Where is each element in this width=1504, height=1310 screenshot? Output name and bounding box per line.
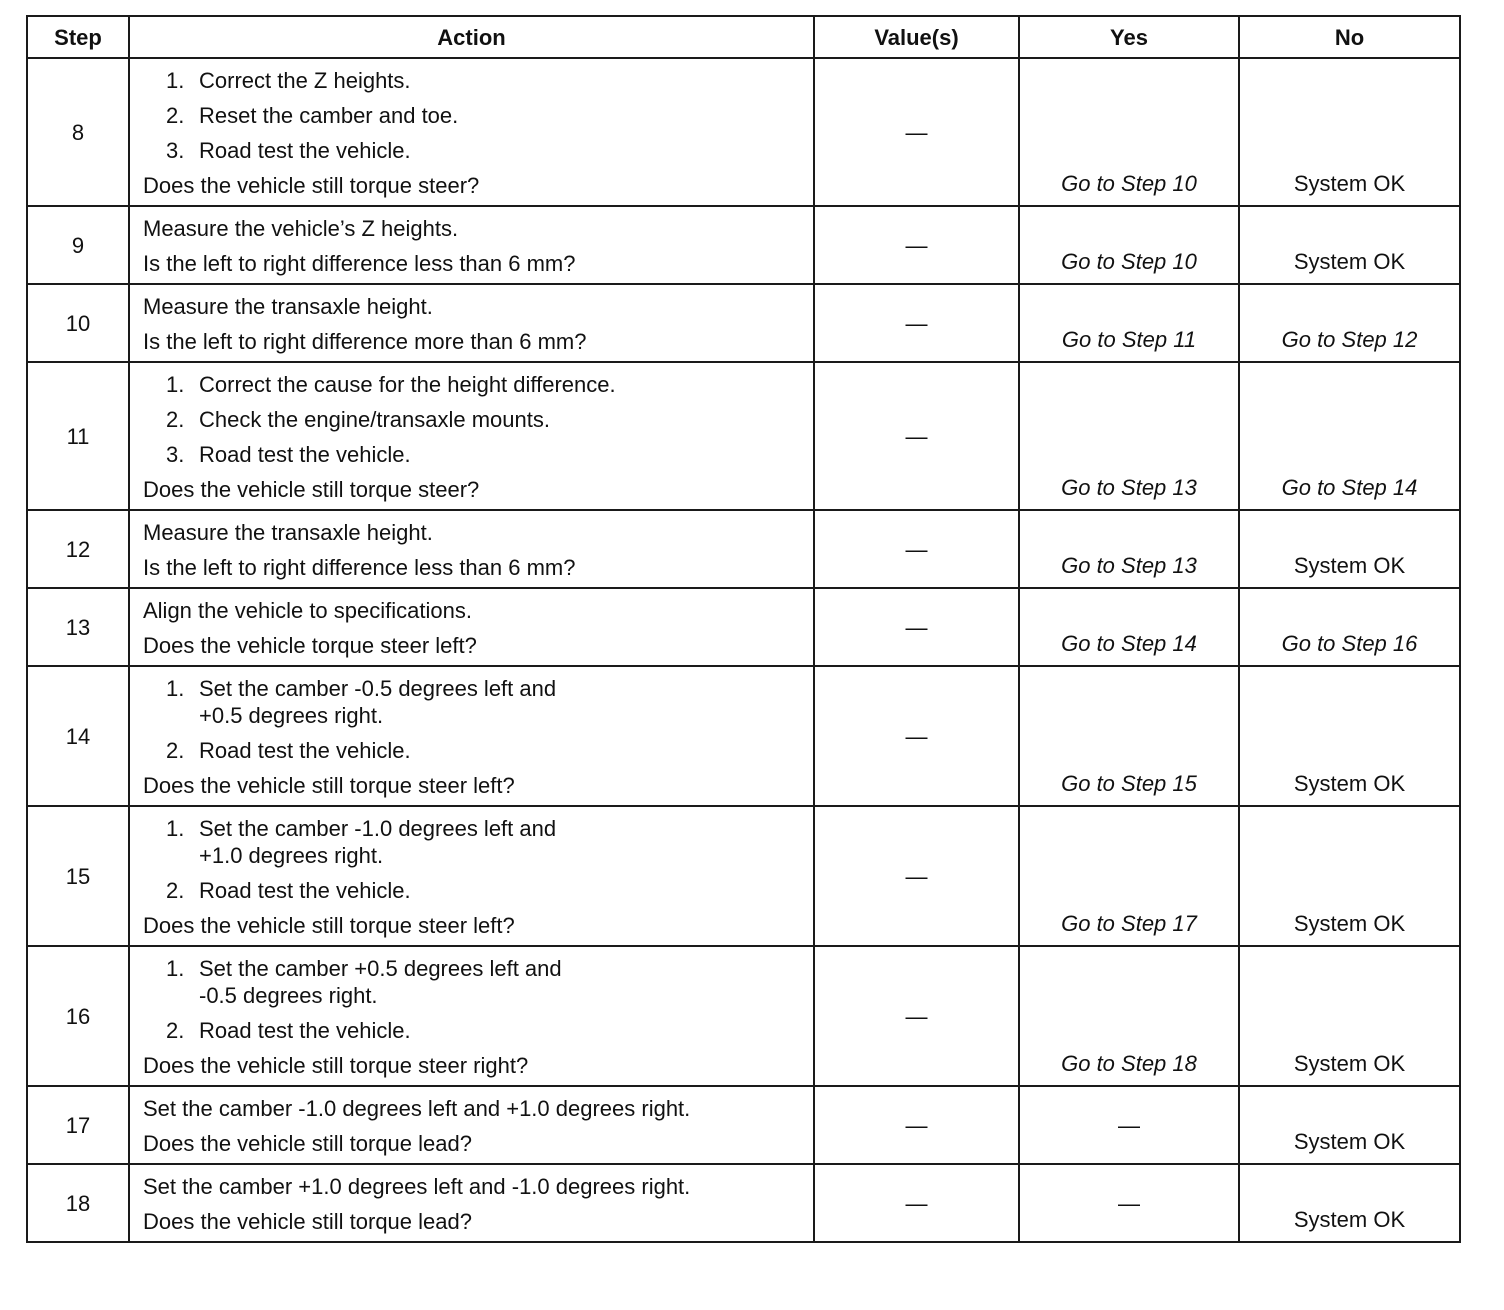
- step-number: 11: [27, 362, 129, 510]
- action-list-item: [143, 671, 803, 733]
- no-cell: Go to Step 12: [1239, 284, 1460, 362]
- table-row: [27, 946, 1460, 1086]
- yes-cell: Go to Step 14: [1019, 588, 1239, 666]
- action-list-item: [143, 437, 803, 472]
- action-question: Is the left to right difference less than 6 mm?: [143, 555, 576, 580]
- action-cell: [129, 588, 814, 666]
- list-item-number: 2.: [166, 878, 185, 903]
- no-cell: System OK: [1239, 1164, 1460, 1242]
- step-number: 18: [27, 1164, 129, 1242]
- action-question: Does the vehicle still torque steer left?: [143, 773, 515, 798]
- list-item-text: Correct the cause for the height difference.: [199, 372, 616, 397]
- step-number: 13: [27, 588, 129, 666]
- action-question: Does the vehicle torque steer left?: [143, 633, 477, 658]
- table-row: [27, 806, 1460, 946]
- no-cell: System OK: [1239, 58, 1460, 206]
- action-list-item: [143, 873, 803, 908]
- table-row: [27, 206, 1460, 284]
- value-cell: —: [814, 588, 1019, 666]
- action-list-item: [143, 98, 803, 133]
- yes-cell: Go to Step 11: [1019, 284, 1239, 362]
- step-number: 9: [27, 206, 129, 284]
- header-yes: Yes: [1019, 16, 1239, 58]
- list-item-text: Set the camber -1.0 degrees left and +1.0 degrees right.: [199, 816, 557, 868]
- action-question: Does the vehicle still torque steer left?: [143, 913, 515, 938]
- list-item-number: 2.: [166, 1018, 185, 1043]
- action-question: Does the vehicle still torque steer right?: [143, 1053, 529, 1078]
- action-question: Does the vehicle still torque lead?: [143, 1131, 472, 1156]
- list-item-text: Set the camber +0.5 degrees left and -0.5 degrees right.: [199, 956, 562, 1008]
- yes-cell: —: [1019, 1164, 1239, 1242]
- yes-cell: Go to Step 15: [1019, 666, 1239, 806]
- value-cell: —: [814, 58, 1019, 206]
- no-cell: System OK: [1239, 206, 1460, 284]
- no-cell: Go to Step 16: [1239, 588, 1460, 666]
- list-item-text: Road test the vehicle.: [199, 738, 411, 763]
- list-item-text: Road test the vehicle.: [199, 138, 411, 163]
- action-question: Is the left to right difference less than 6 mm?: [143, 251, 576, 276]
- yes-cell: Go to Step 10: [1019, 58, 1239, 206]
- yes-cell: Go to Step 10: [1019, 206, 1239, 284]
- list-item-number: 1.: [166, 68, 185, 93]
- action-list-item: [143, 951, 803, 1013]
- action-list-item: [143, 733, 803, 768]
- step-number: 10: [27, 284, 129, 362]
- yes-cell: Go to Step 13: [1019, 510, 1239, 588]
- list-item-number: 3.: [166, 442, 185, 467]
- step-number: 16: [27, 946, 129, 1086]
- action-cell: [129, 284, 814, 362]
- action-instruction: Measure the vehicle’s Z heights.: [143, 216, 459, 241]
- action-cell: [129, 946, 814, 1086]
- table-row: [27, 58, 1460, 206]
- list-item-text: Road test the vehicle.: [199, 442, 411, 467]
- list-item-text: Road test the vehicle.: [199, 1018, 411, 1043]
- action-cell: [129, 206, 814, 284]
- no-cell: System OK: [1239, 806, 1460, 946]
- no-cell: System OK: [1239, 510, 1460, 588]
- list-item-number: 2.: [166, 738, 185, 763]
- action-cell: [129, 1086, 814, 1164]
- action-cell: [129, 806, 814, 946]
- table-body: [27, 58, 1460, 1242]
- list-item-text: Reset the camber and toe.: [199, 103, 459, 128]
- action-instruction: Align the vehicle to specifications.: [143, 598, 472, 623]
- header-step: Step: [27, 16, 129, 58]
- table-header-row: [27, 16, 1460, 58]
- yes-cell: —: [1019, 1086, 1239, 1164]
- table-row: [27, 588, 1460, 666]
- list-item-text: Correct the Z heights.: [199, 68, 411, 93]
- value-cell: —: [814, 806, 1019, 946]
- action-cell: [129, 58, 814, 206]
- list-item-text: Set the camber -0.5 degrees left and +0.5 degrees right.: [199, 676, 557, 728]
- header-values: Value(s): [814, 16, 1019, 58]
- list-item-number: 2.: [166, 407, 185, 432]
- table-row: [27, 284, 1460, 362]
- action-cell: [129, 666, 814, 806]
- table-row: [27, 362, 1460, 510]
- action-instruction: Set the camber +1.0 degrees left and -1.0 degrees right.: [143, 1174, 691, 1199]
- list-item-number: 1.: [166, 676, 185, 701]
- no-cell: Go to Step 14: [1239, 362, 1460, 510]
- action-list-item: [143, 1013, 803, 1048]
- header-no: No: [1239, 16, 1460, 58]
- list-item-number: 2.: [166, 103, 185, 128]
- action-instruction: Measure the transaxle height.: [143, 520, 433, 545]
- header-action: Action: [129, 16, 814, 58]
- action-list-item: [143, 402, 803, 437]
- action-cell: [129, 510, 814, 588]
- action-question: Does the vehicle still torque lead?: [143, 1209, 472, 1234]
- action-question: Does the vehicle still torque steer?: [143, 477, 480, 502]
- value-cell: —: [814, 666, 1019, 806]
- value-cell: —: [814, 946, 1019, 1086]
- yes-cell: Go to Step 18: [1019, 946, 1239, 1086]
- action-list-item: [143, 133, 803, 168]
- yes-cell: Go to Step 17: [1019, 806, 1239, 946]
- value-cell: —: [814, 510, 1019, 588]
- action-list-item: [143, 811, 803, 873]
- value-cell: —: [814, 1164, 1019, 1242]
- action-list-item: [143, 63, 803, 98]
- step-number: 12: [27, 510, 129, 588]
- diagnostic-table: [26, 15, 1461, 1243]
- action-question: Is the left to right difference more than 6 mm?: [143, 329, 587, 354]
- value-cell: —: [814, 1086, 1019, 1164]
- value-cell: —: [814, 362, 1019, 510]
- action-instruction: Measure the transaxle height.: [143, 294, 433, 319]
- no-cell: System OK: [1239, 946, 1460, 1086]
- list-item-number: 1.: [166, 956, 185, 981]
- table-row: [27, 1164, 1460, 1242]
- action-list-item: [143, 367, 803, 402]
- step-number: 8: [27, 58, 129, 206]
- list-item-number: 1.: [166, 372, 185, 397]
- yes-cell: Go to Step 13: [1019, 362, 1239, 510]
- step-number: 14: [27, 666, 129, 806]
- action-question: Does the vehicle still torque steer?: [143, 173, 480, 198]
- value-cell: —: [814, 206, 1019, 284]
- action-instruction: Set the camber -1.0 degrees left and +1.0 degrees right.: [143, 1096, 691, 1121]
- action-cell: [129, 1164, 814, 1242]
- no-cell: System OK: [1239, 1086, 1460, 1164]
- step-number: 15: [27, 806, 129, 946]
- step-number: 17: [27, 1086, 129, 1164]
- no-cell: System OK: [1239, 666, 1460, 806]
- table-row: [27, 1086, 1460, 1164]
- list-item-number: 1.: [166, 816, 185, 841]
- action-cell: [129, 362, 814, 510]
- value-cell: —: [814, 284, 1019, 362]
- table-row: [27, 666, 1460, 806]
- table-row: [27, 510, 1460, 588]
- list-item-text: Road test the vehicle.: [199, 878, 411, 903]
- list-item-text: Check the engine/transaxle mounts.: [199, 407, 550, 432]
- list-item-number: 3.: [166, 138, 185, 163]
